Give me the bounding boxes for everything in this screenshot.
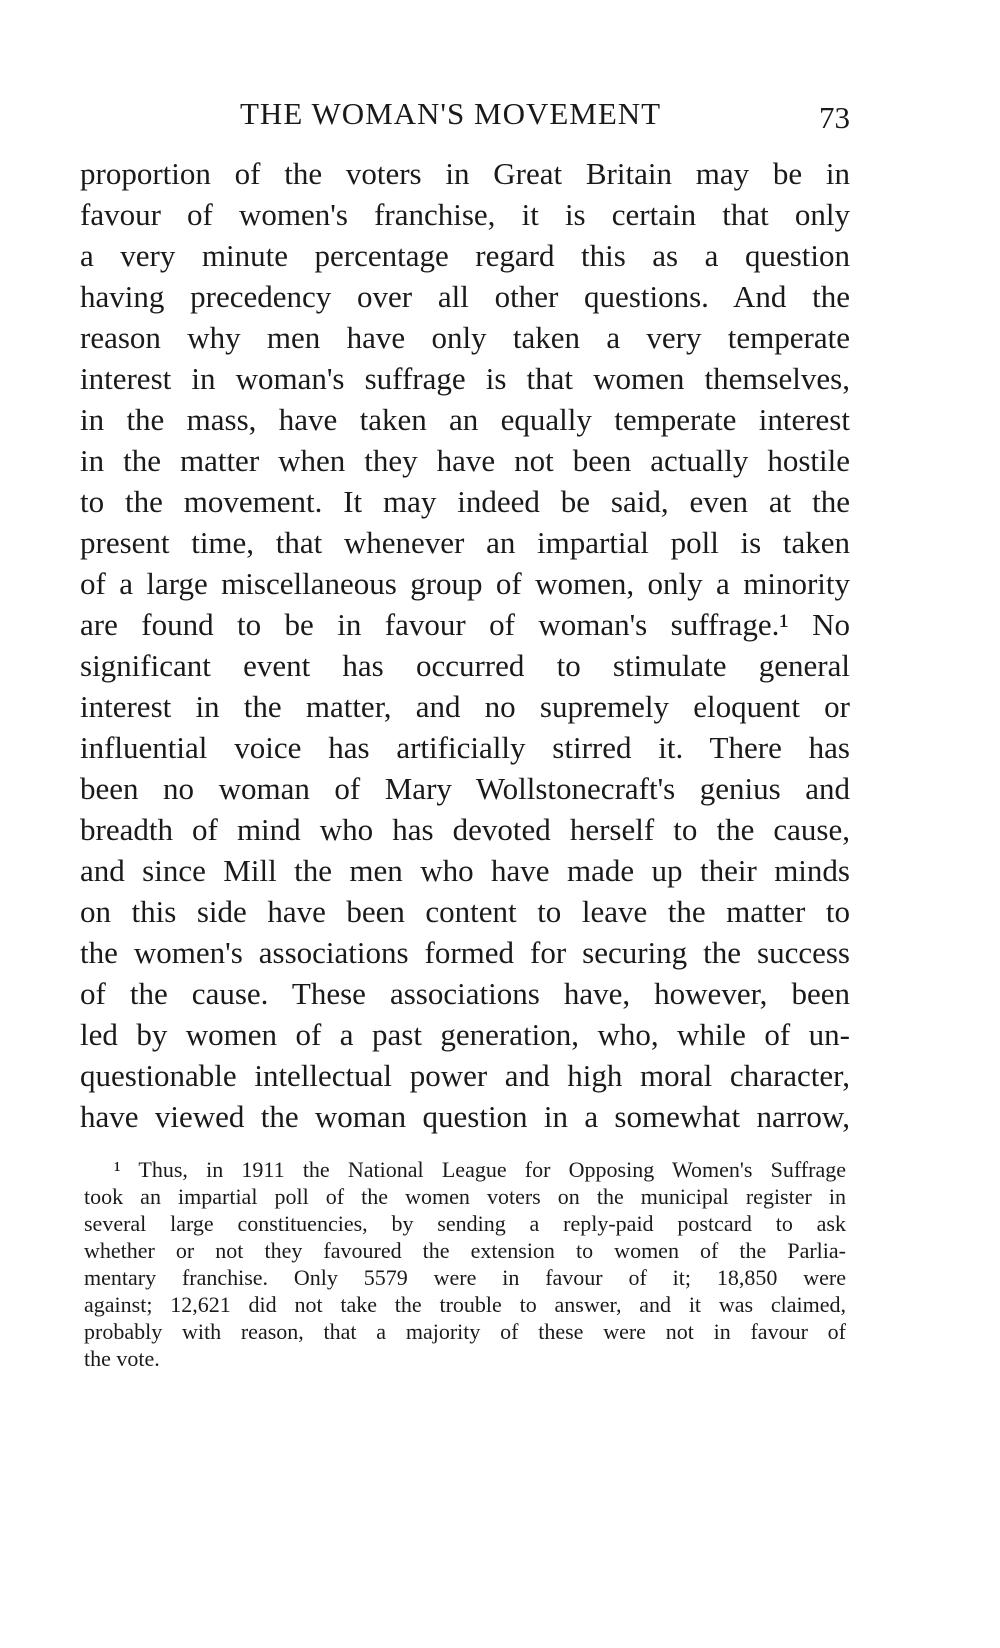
footnote bbox=[84, 1156, 846, 1372]
body-paragraph bbox=[80, 153, 850, 1137]
text-line: questionable intellectual power and high moral character, bbox=[80, 1058, 850, 1093]
footnote-line: mentary franchise. Only 5579 were in favour of it; 18,850 were bbox=[84, 1265, 846, 1290]
footnote-line: several large constituencies, by sending a reply-paid postcard to ask bbox=[84, 1211, 846, 1236]
running-head bbox=[80, 96, 850, 140]
page-number: 73 bbox=[819, 100, 850, 135]
text-line: favour of women's franchise, it is certain that only bbox=[80, 197, 850, 232]
footnote-line: ¹ Thus, in 1911 the National League for Opposing Women's Suffrage bbox=[114, 1157, 846, 1182]
footnote-line: the vote. bbox=[84, 1346, 160, 1371]
text-line: present time, that whenever an impartial poll is taken bbox=[80, 525, 850, 560]
text-line: to the movement. It may indeed be said, even at the bbox=[80, 484, 850, 519]
text-line: in the mass, have taken an equally temperate interest bbox=[80, 402, 850, 437]
text-line: interest in the matter, and no supremely eloquent or bbox=[80, 689, 850, 724]
text-line: proportion of the voters in Great Britain may be in bbox=[80, 156, 850, 191]
text-line: been no woman of Mary Wollstonecraft's genius and bbox=[80, 771, 850, 806]
footnote-line: took an impartial poll of the women voters on the municipal register in bbox=[84, 1184, 846, 1209]
text-line: in the matter when they have not been actually hostile bbox=[80, 443, 850, 478]
text-line: interest in woman's suffrage is that women themselves, bbox=[80, 361, 850, 396]
text-line: on this side have been content to leave the matter to bbox=[80, 894, 850, 929]
text-line: are found to be in favour of woman's suffrage.¹ No bbox=[80, 607, 850, 642]
text-line: led by women of a past generation, who, while of un- bbox=[80, 1017, 850, 1052]
text-line: the women's associations formed for securing the success bbox=[80, 935, 850, 970]
text-line: reason why men have only taken a very temperate bbox=[80, 320, 850, 355]
text-line: of a large miscellaneous group of women, only a minority bbox=[80, 566, 850, 601]
text-line: and since Mill the men who have made up their minds bbox=[80, 853, 850, 888]
text-line: a very minute percentage regard this as a question bbox=[80, 238, 850, 273]
footnote-line: probably with reason, that a majority of these were not in favour of bbox=[84, 1319, 846, 1344]
text-line: influential voice has artificially stirred it. There has bbox=[80, 730, 850, 765]
text-line: significant event has occurred to stimulate general bbox=[80, 648, 850, 683]
text-line: of the cause. These associations have, however, been bbox=[80, 976, 850, 1011]
text-line: breadth of mind who has devoted herself to the cause, bbox=[80, 812, 850, 847]
footnote-line: against; 12,621 did not take the trouble to answer, and it was claimed, bbox=[84, 1292, 846, 1317]
text-line: have viewed the woman question in a somewhat narrow, bbox=[80, 1099, 850, 1134]
running-title: THE WOMAN'S MOVEMENT bbox=[240, 96, 662, 131]
footnote-line: whether or not they favoured the extension to women of the Parlia- bbox=[84, 1238, 846, 1263]
text-line: having precedency over all other questions. And the bbox=[80, 279, 850, 314]
